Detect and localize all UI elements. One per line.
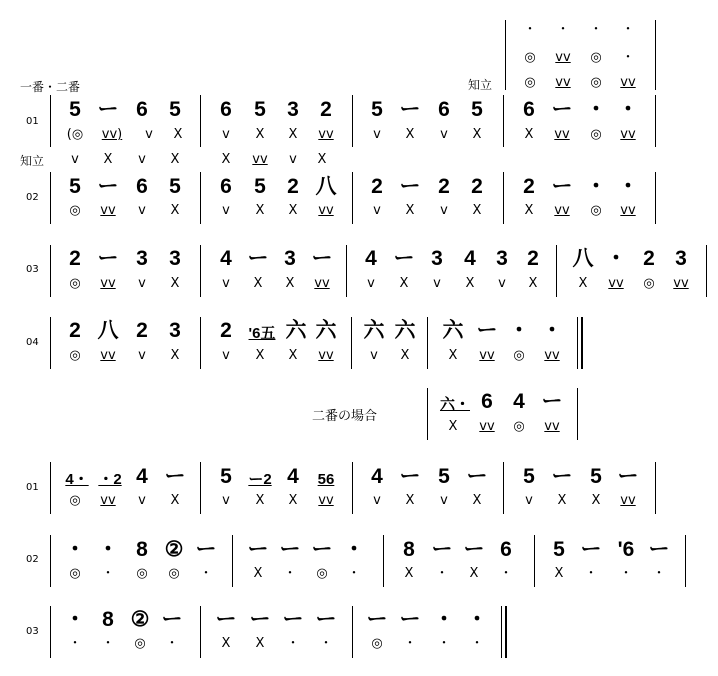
rhythm-mark: X [405,127,415,142]
rhythm-mark: v [222,276,230,291]
chiritate-label: 知立 [468,78,493,92]
note: ・ [617,175,639,198]
rhythm-mark: vv [554,127,570,142]
note: 4 [220,247,232,270]
barline [505,20,506,90]
note: ー [399,175,421,198]
barline [427,388,428,440]
note: 六・ [439,396,471,413]
rhythm-mark: ・ [619,566,633,581]
rhythm-mark: ◎ [69,566,81,581]
rhythm-mark: X [170,276,180,291]
note: ー [399,98,421,121]
note: ー [551,465,573,488]
barline [351,317,352,369]
note: ・ [508,319,530,342]
note: 3 [431,247,443,270]
note: ー [466,465,488,488]
rhythm-mark: X [255,127,265,142]
row-label: 04 [26,337,39,348]
rhythm-mark: X [173,127,183,142]
rhythm-mark: v [222,203,230,218]
note: ー [399,608,421,631]
rhythm-mark: ・ [286,636,300,651]
rhythm-mark: ・ [101,566,115,581]
rhythm-mark: X [578,276,588,291]
note: ・ [466,608,488,631]
barline [50,245,51,297]
note: '6五 [248,325,276,342]
rhythm-mark: v [367,276,375,291]
note: 2 [438,175,450,198]
rhythm-mark: vv [100,276,116,291]
note: ー [580,538,602,561]
note: 六 [394,319,416,342]
rhythm-mark: vv [544,348,560,363]
barline [427,317,428,369]
note: 3 [287,98,299,121]
rhythm-mark: ・ [165,636,179,651]
rhythm-mark: ・ [621,50,635,65]
note: ー [648,538,670,561]
note: 2 [471,175,483,198]
note: ー [161,608,183,631]
note: 5 [169,98,181,121]
rhythm-mark: ・ [319,636,333,651]
note: 六 [285,319,307,342]
rhythm-mark: v [433,276,441,291]
note: 4・ [65,471,89,488]
rhythm-mark: X [255,493,265,508]
barline [577,388,578,440]
rhythm-mark: ・ [584,566,598,581]
variant-label: 二番の場合 [312,409,378,424]
rhythm-mark: X [405,493,415,508]
note: ー [195,538,217,561]
rhythm-mark: v [373,127,381,142]
note: ・ [343,538,365,561]
rhythm-mark: vv) [101,127,123,142]
barline [655,95,656,147]
rhythm-mark: vv [252,152,268,167]
note: 6 [220,98,232,121]
note: ー [97,175,119,198]
row-label: 01 [26,482,39,493]
barline [655,172,656,224]
rhythm-mark: X [285,276,295,291]
note: 4 [513,390,525,413]
rhythm-mark: ◎ [513,419,525,434]
barline [655,462,656,514]
note: ー [247,538,269,561]
rhythm-mark: v [138,203,146,218]
rhythm-mark: X [524,127,534,142]
rhythm-mark: vv [100,493,116,508]
rhythm-mark: X [255,636,265,651]
rhythm-mark: vv [479,419,495,434]
note: 3 [136,247,148,270]
note: 5 [220,465,232,488]
note: ー [282,608,304,631]
note: ー [215,608,237,631]
rhythm-mark: vv [620,127,636,142]
rhythm-mark: ◎ [590,127,602,142]
note: ・2 [98,471,122,488]
note: ー [366,608,388,631]
note: 2 [220,319,232,342]
note: 2 [371,175,383,198]
rhythm-mark: ・ [68,636,82,651]
note: 4 [287,465,299,488]
rhythm-mark: ◎ [134,636,146,651]
rhythm-mark: X [253,566,263,581]
rhythm-mark: ・ [437,636,451,651]
rhythm-mark: vv [673,276,689,291]
rhythm-mark: X [528,276,538,291]
note: 5 [523,465,535,488]
note: 3 [169,319,181,342]
rhythm-mark: vv [555,75,571,90]
barline [50,462,51,514]
barline [200,172,201,224]
double-barline [577,317,578,369]
rhythm-mark: X [255,203,265,218]
note: 八 [315,175,337,198]
note: 5 [69,175,81,198]
barline [50,95,51,147]
note: 6 [136,98,148,121]
note: 2 [320,98,332,121]
barline [50,317,51,369]
note: ・ [605,247,627,270]
rhythm-mark: ◎ [524,75,536,90]
note: 2 [527,247,539,270]
rhythm-mark: vv [554,203,570,218]
rhythm-mark: X [288,348,298,363]
note: 5 [590,465,602,488]
note: 2 [523,175,535,198]
rhythm-mark: v [138,493,146,508]
barline [685,535,686,587]
note: ー [164,465,186,488]
rhythm-mark: X [465,276,475,291]
note: ・ [541,319,563,342]
note: '6 [617,538,635,561]
note: ー [551,175,573,198]
rhythm-mark: X [469,566,479,581]
rhythm-mark: v [440,127,448,142]
note: 4 [464,247,476,270]
note: 5 [169,175,181,198]
note: 3 [496,247,508,270]
note: 八 [97,319,119,342]
barline [503,462,504,514]
rhythm-mark: vv [318,203,334,218]
rhythm-mark: X [400,348,410,363]
note: 5 [553,538,565,561]
rhythm-mark: X [103,152,113,167]
row-label: 01 [26,116,39,127]
note: 3 [284,247,296,270]
rhythm-mark: X [524,203,534,218]
double-barline [505,606,507,658]
rhythm-mark: vv [318,348,334,363]
note: 3 [675,247,687,270]
barline [200,317,201,369]
barline [200,95,201,147]
note: 3 [169,247,181,270]
chiritate-label: 知立 [20,154,45,168]
rhythm-mark: v [373,493,381,508]
rhythm-mark: ◎ [513,348,525,363]
rhythm-mark: ・ [652,566,666,581]
note: ー [551,98,573,121]
note: 5 [254,175,266,198]
rhythm-mark: v [222,348,230,363]
rhythm-mark: v [138,152,146,167]
barline [50,606,51,658]
rhythm-mark: ・ [347,566,361,581]
row-label: 03 [26,626,39,637]
barline [383,535,384,587]
note: 56 [317,471,335,488]
note: 六 [363,319,385,342]
note: 2 [287,175,299,198]
note: ② [130,608,150,631]
rhythm-mark: ・ [499,566,513,581]
row-label: 02 [26,192,39,203]
note: 8 [136,538,148,561]
barline [706,245,707,297]
barline [534,535,535,587]
rhythm-mark: vv [555,50,571,65]
note: ー [393,247,415,270]
rhythm-mark: ・ [283,566,297,581]
barline [200,606,201,658]
barline [655,20,656,90]
barline [352,462,353,514]
note: ー [311,247,333,270]
rhythm-mark: ◎ [168,566,180,581]
rhythm-mark: X [405,203,415,218]
note: 2 [136,319,148,342]
note: ー [279,538,301,561]
rhythm-mark: vv [100,348,116,363]
barline [352,172,353,224]
rhythm-mark: X [557,493,567,508]
barline [503,95,504,147]
double-barline [501,606,502,658]
note: 4 [365,247,377,270]
rhythm-mark: ◎ [524,50,536,65]
rhythm-mark: X [448,419,458,434]
note: ② [164,538,184,561]
rhythm-mark: v [525,493,533,508]
rhythm-mark: X [288,203,298,218]
note: 4 [136,465,148,488]
rhythm-mark: ◎ [643,276,655,291]
note: ー [249,608,271,631]
note: ー [431,538,453,561]
section-heading: 一番・二番 [20,80,81,94]
barline [346,245,347,297]
rhythm-mark: v [289,152,297,167]
rhythm-mark: vv [318,493,334,508]
rhythm-mark: ・ [101,636,115,651]
rhythm-mark: X [170,493,180,508]
rhythm-mark: v [222,493,230,508]
note: ・ [433,608,455,631]
note: 4 [371,465,383,488]
rhythm-mark: X [170,203,180,218]
note: ー [541,390,563,413]
note: 6 [523,98,535,121]
note: 5 [371,98,383,121]
note: 6 [136,175,148,198]
rhythm-mark: X [404,566,414,581]
barline [200,245,201,297]
rhythm-mark: vv [620,493,636,508]
double-barline [581,317,583,369]
rhythm-mark: ◎ [316,566,328,581]
note: ー [97,98,119,121]
note: ー [311,538,333,561]
note: ー [247,247,269,270]
rhythm-mark: vv [318,127,334,142]
rhythm-mark: vv [608,276,624,291]
rhythm-mark: vv [544,419,560,434]
rhythm-mark: X [221,636,231,651]
rhythm-mark: v [498,276,506,291]
rhythm-mark: X [288,127,298,142]
barline [50,172,51,224]
note: 2 [643,247,655,270]
note: 5 [69,98,81,121]
note: ・ [617,98,639,121]
row-label: 02 [26,554,39,565]
rhythm-mark: ◎ [69,493,81,508]
note: ・ [556,22,570,37]
rhythm-mark: ◎ [371,636,383,651]
barline [556,245,557,297]
rhythm-mark: ・ [435,566,449,581]
rhythm-mark: v [138,276,146,291]
note: 5 [438,465,450,488]
rhythm-mark: v [145,127,153,142]
rhythm-mark: v [138,348,146,363]
rhythm-mark: X [448,348,458,363]
rhythm-mark: ・ [199,566,213,581]
note: 6 [438,98,450,121]
note: ー [97,247,119,270]
rhythm-mark: ◎ [69,203,81,218]
rhythm-mark: X [317,152,327,167]
rhythm-mark: vv [100,203,116,218]
note: 6 [481,390,493,413]
rhythm-mark: X [399,276,409,291]
note: 2 [69,247,81,270]
rhythm-mark: ◎ [590,50,602,65]
note: ー [463,538,485,561]
rhythm-mark: ◎ [590,75,602,90]
note: 六 [315,319,337,342]
rhythm-mark: v [222,127,230,142]
note: 八 [572,247,594,270]
rhythm-mark: ◎ [590,203,602,218]
note: ー [315,608,337,631]
rhythm-mark: vv [620,75,636,90]
rhythm-mark: X [170,152,180,167]
rhythm-mark: v [370,348,378,363]
note: ー [399,465,421,488]
rhythm-mark: vv [620,203,636,218]
rhythm-mark: ◎ [136,566,148,581]
note: 6 [220,175,232,198]
rhythm-mark: X [253,276,263,291]
rhythm-mark: ・ [470,636,484,651]
barline [232,535,233,587]
note: ・ [64,538,86,561]
note: ー2 [248,471,272,488]
rhythm-mark: X [255,348,265,363]
rhythm-mark: X [472,493,482,508]
note: ・ [621,22,635,37]
note: 6 [500,538,512,561]
rhythm-mark: v [440,493,448,508]
note: 5 [471,98,483,121]
rhythm-mark: X [170,348,180,363]
note: ー [617,465,639,488]
note: 2 [69,319,81,342]
row-label: 03 [26,264,39,275]
note: 8 [102,608,114,631]
rhythm-mark: X [472,203,482,218]
note: ・ [589,22,603,37]
note: 8 [403,538,415,561]
note: ・ [585,98,607,121]
rhythm-mark: X [591,493,601,508]
note: ・ [97,538,119,561]
note: ー [476,319,498,342]
note: 六 [442,319,464,342]
note: 5 [254,98,266,121]
barline [50,535,51,587]
rhythm-mark: X [472,127,482,142]
rhythm-mark: v [373,203,381,218]
note: ・ [523,22,537,37]
barline [352,606,353,658]
note: ・ [64,608,86,631]
rhythm-mark: vv [314,276,330,291]
rhythm-mark: ・ [403,636,417,651]
barline [352,95,353,147]
rhythm-mark: ◎ [69,348,81,363]
rhythm-mark: (◎ [66,127,84,142]
rhythm-mark: v [440,203,448,218]
rhythm-mark: X [288,493,298,508]
barline [503,172,504,224]
note: ・ [585,175,607,198]
rhythm-mark: X [554,566,564,581]
barline [200,462,201,514]
rhythm-mark: vv [479,348,495,363]
rhythm-mark: v [71,152,79,167]
rhythm-mark: X [221,152,231,167]
rhythm-mark: ◎ [69,276,81,291]
